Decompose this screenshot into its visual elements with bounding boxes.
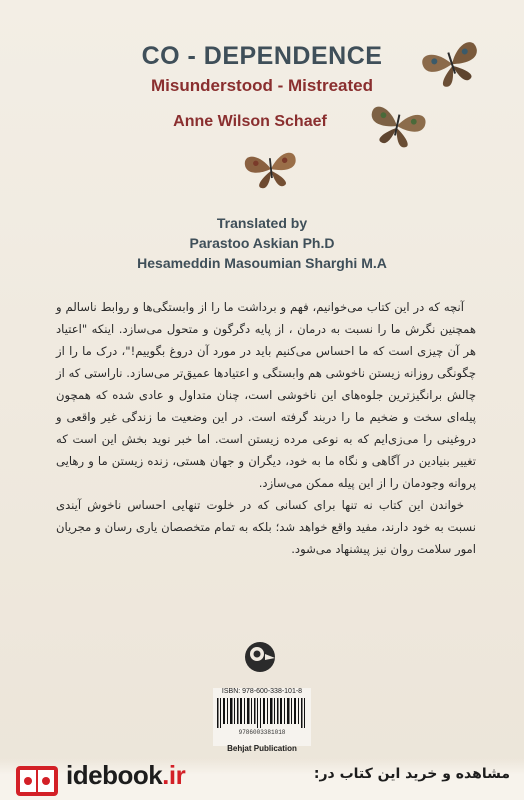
watermark-banner[interactable] xyxy=(0,758,524,800)
publisher-name: Behjat Publication xyxy=(227,744,297,753)
description-paragraph: آنچه که در این کتاب می‌خوانیم، فهم و برداشت ما را از وابستگی‌ها و روابط ناسالم و همچنین نگرش ما را نسبت به درمان ، از پایه دگرگون و متحول می‌سازد. اینکه "اعتیاد هر آن چیزی است که ما احساس می‌کنیم باید در مورد آن دروغ بگوییم!"، درک ما را از چگونگی روزانه زیستن ناخوشی هم وابستگی و اعتیادها عمیق‌تر می‌سازد. ناراستی که از چالش برانگیزترین جلوه‌های این ناخوشی است، چنان متداول و عادی شده که همچون پیله‌ای سخت و ضخیم ما را دربند گرفته است. در این وضعیت ما زندگی غیر واقعی و دروغینی را می‌زی‌ایم که به نوعی مرده زیستن است. اما خبر نوید بخش این است که تغییر بنیادین در آگاهی و نگاه ما به خود، دیگران و جهان هستی، زنده زیستن ما و رهایی پروانه وجودمان را از این پیله ممکن می‌سازد. xyxy=(56,300,476,490)
book-subtitle: Misunderstood - Mistreated xyxy=(151,76,373,95)
brand-domain: .ir xyxy=(162,760,186,790)
brand-name: idebook xyxy=(66,760,163,790)
translator-name: Parastoo Askian Ph.D xyxy=(189,235,335,251)
butterfly-icon xyxy=(420,38,484,90)
butterfly-icon xyxy=(366,100,428,152)
book-title: CO - DEPENDENCE xyxy=(141,42,383,70)
back-cover-description xyxy=(56,296,476,560)
watermark-caption: مشاهده و خرید این کتاب در: xyxy=(313,766,510,782)
barcode xyxy=(213,688,311,746)
translated-by-label: Translated by xyxy=(216,215,308,231)
isbn-text: ISBN: 978-600-338-101-8 xyxy=(221,688,303,695)
idebook-brand xyxy=(66,760,185,791)
barcode-bars xyxy=(217,698,307,728)
idebook-logo-icon xyxy=(14,762,60,800)
author-name: Anne Wilson Schaef xyxy=(173,113,327,130)
description-paragraph: خواندن این کتاب نه تنها برای کسانی که در خلوت تنهایی احساس ناخوش آیندی نسبت به خود دارند، مفید واقع خواهد شد؛ بلکه به تمام متخصصان یاری رسان و مجریان امور سلامت روان نیز پیشنهاد می‌شود. xyxy=(56,498,476,556)
translator-name: Hesameddin Masoumian Sharghi M.A xyxy=(137,255,387,271)
publisher-logo-icon xyxy=(243,640,277,674)
barcode-number: 9786003381018 xyxy=(238,729,286,736)
translator-credits xyxy=(0,213,524,273)
butterfly-icon xyxy=(242,145,300,193)
